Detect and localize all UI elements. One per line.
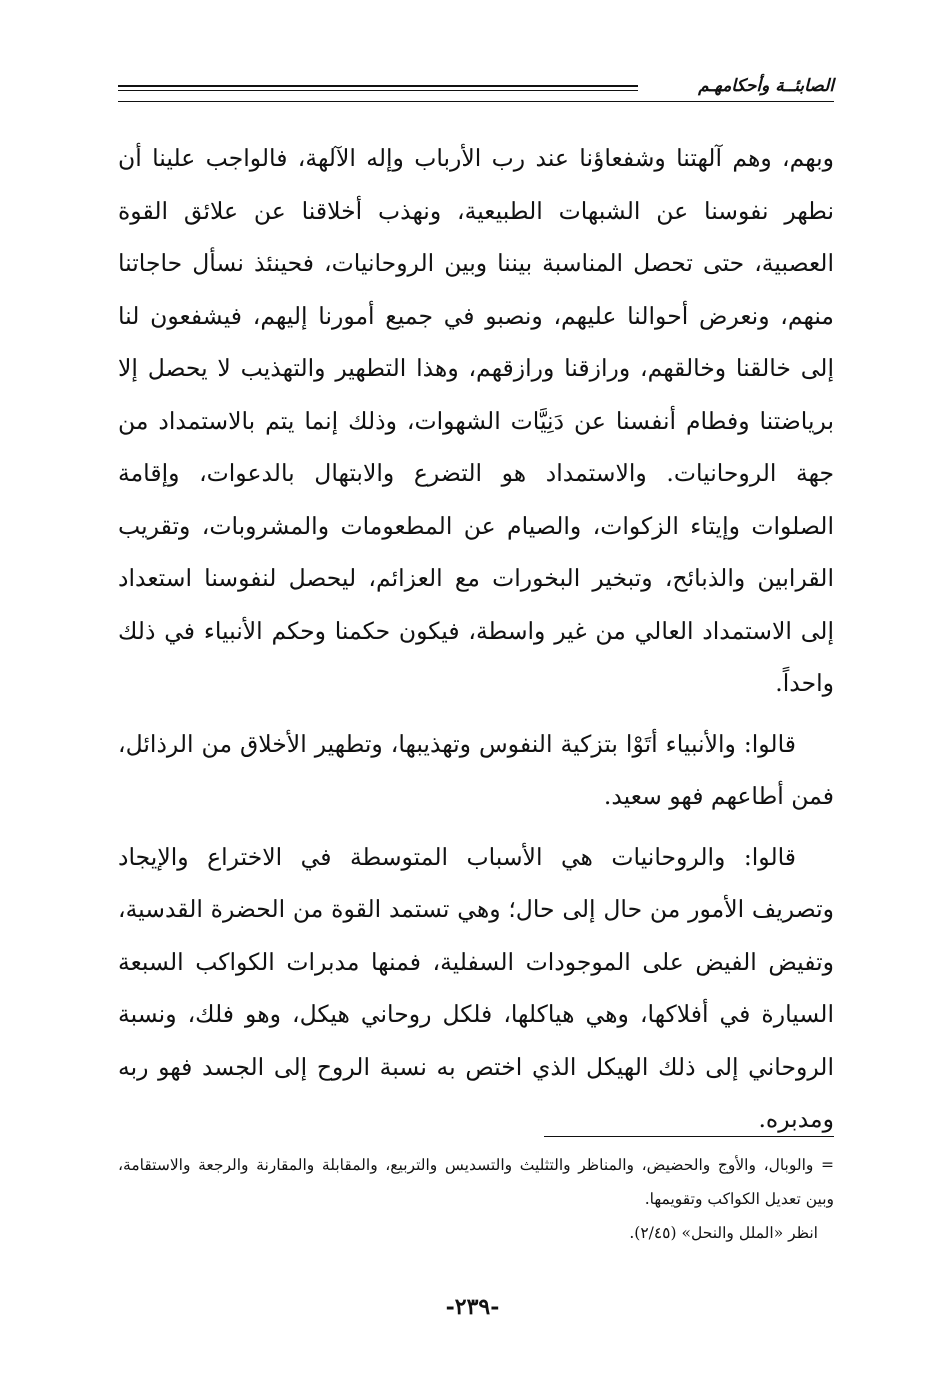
running-title: الصابئــة وأحكامهـم	[698, 76, 834, 96]
paragraph-1: وبهم، وهم آلهتنا وشفعاؤنا عند رب الأرباب وإله الآلهة، فالواجب علينا أن نطهر نفوسنا عن الشبهات الطبيعية، ونهذب أخلاقنا عن علائق القوة العصبية، حتى تحصل المناسبة بيننا وبين الروحانيات، فحينئذ نسأل حاجاتنا منهم، ونعرض أحوالنا عليهم، ونصبو في جميع أمورنا إليهم، فيشفعون لنا إلى خالقنا وخالقهم، ورازقنا ورازقهم، وهذا التطهير والتهذيب لا يحصل إلا برياضتنا وفطام أنفسنا عن دَنِيَّات الشهوات، وذلك إنما يتم بالاستمداد من جهة الروحانيات. والاستمداد هو التضرع والابتهال بالدعوات، وإقامة الصلوات وإيتاء الزكوات، والصيام عن المطعومات والمشروبات، وتقريب القرابين والذبائح، وتبخير البخورات مع العزائم، ليحصل لنفوسنا استعداد إلى الاستمداد العالي من غير واسطة، فيكون حكمنا وحكم الأنبياء في ذلك واحداً.	[118, 144, 834, 697]
header-rule-thick	[118, 85, 638, 87]
header-rule-thin	[118, 90, 638, 91]
page-number: -٢٣٩-	[445, 1294, 500, 1320]
paragraph-3: قالوا: والروحانيات هي الأسباب المتوسطة في الاختراع والإيجاد وتصريف الأمور من حال إلى حال؛ وهي تستمد القوة من الحضرة القدسية، وتفيض الفيض على الموجودات السفلية، فمنها مدبرات الكواكب السبعة السيارة في أفلاكها، وهي هياكلها، فلكل روحاني هيكل، وهو فلك، ونسبة الروحاني إلى ذلك الهيكل الذي اختص به نسبة الروح إلى الجسد فهو ربه ومدبره.	[118, 842, 834, 1133]
paragraph-2: قالوا: والأنبياء أتَوْا بتزكية النفوس وتهذيبها، وتطهير الأخلاق من الرذائل، فمن أطاعهم فهو سعيد.	[118, 729, 834, 810]
footnote-reference: انظر «الملل والنحل» (٢/٤٥).	[629, 1224, 818, 1242]
footnote-separator	[544, 1136, 834, 1137]
footnotes	[118, 1148, 834, 1250]
header-rule-full	[118, 101, 834, 102]
footnote-continuation: = والوبال، والأوج والحضيض، والمناظر والتثليث والتسديس والتربيع، والمقابلة والمقارنة والرجعة والاستقامة، وبين تعديل الكواكب وتقويمها.	[118, 1156, 834, 1208]
main-text	[118, 132, 834, 1154]
running-header	[118, 74, 834, 104]
